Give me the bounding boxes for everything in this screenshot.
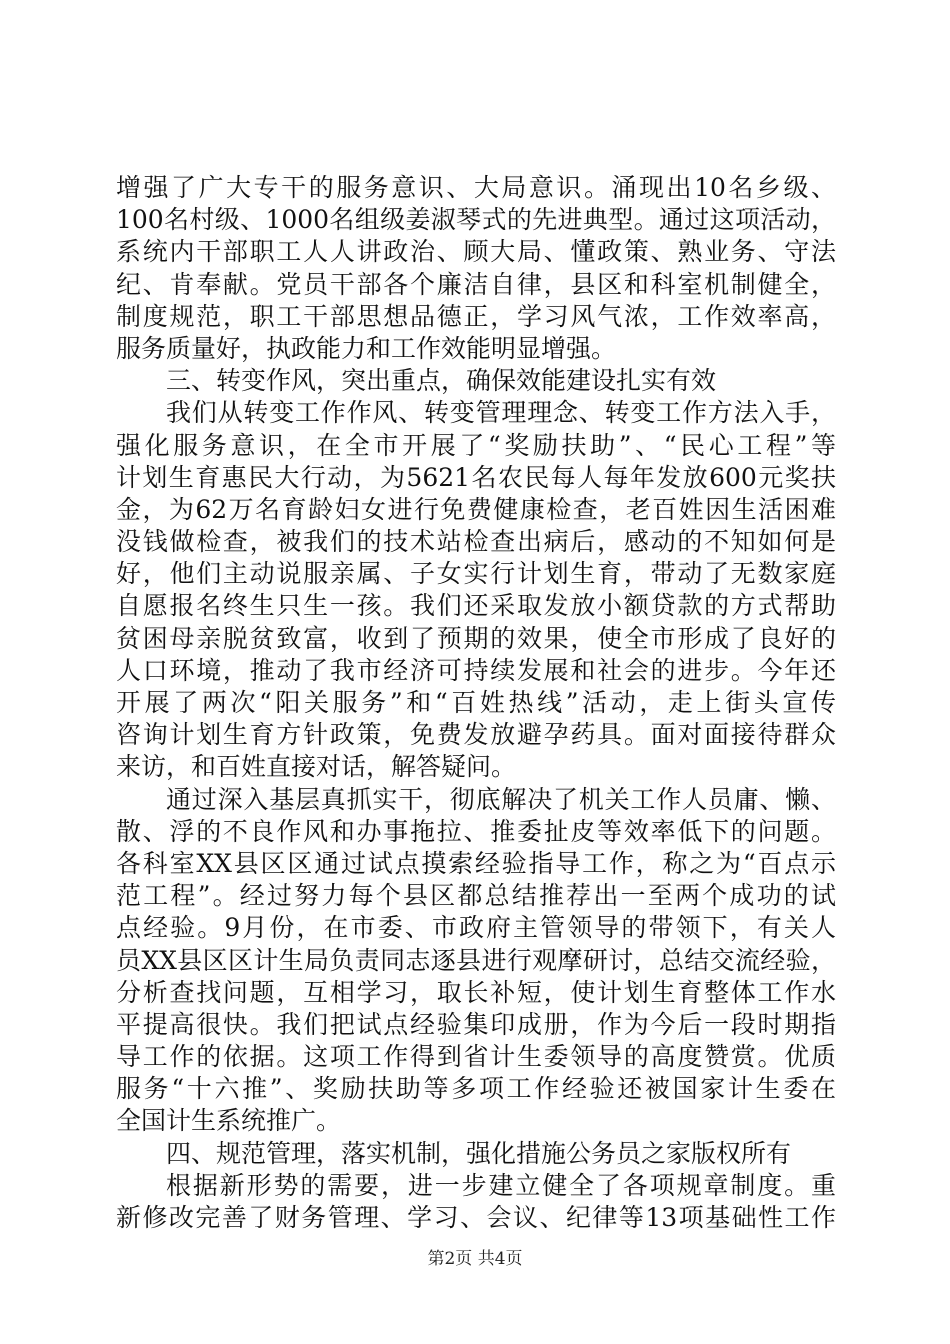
document-body (116, 172, 836, 1234)
text-line: 员XX县区区计生局负责同志逐县进行观摩研讨，总结交流经验， (116, 945, 836, 975)
text-line: 纪、肯奉献。党员干部各个廉洁自律，县区和科室机制健全， (116, 269, 836, 299)
text-line: 系统内干部职工人人讲政治、顾大局、懂政策、熟业务、守法 (116, 237, 836, 267)
text-line: 点经验。9月份，在市委、市政府主管领导的带领下，有关人 (116, 913, 836, 943)
text-line: 根据新形势的需要，进一步建立健全了各项规章制度。重 (166, 1170, 836, 1200)
text-line: 新修改完善了财务管理、学习、会议、纪律等13项基础性工作 (116, 1203, 836, 1232)
page-footer: 第2页 共4页 (427, 1249, 523, 1269)
text-line: 来访，和百姓直接对话，解答疑问。 (116, 752, 517, 782)
section-heading: 四、规范管理，落实机制，强化措施公务员之家版权所有 (166, 1138, 792, 1168)
text-line: 服务“十六推”、奖励扶助等多项工作经验还被国家计生委在 (116, 1074, 836, 1104)
text-line: 平提高很快。我们把试点经验集印成册，作为今后一段时期指 (116, 1009, 836, 1039)
text-line: 开展了两次“阳关服务”和“百姓热线”活动，走上街头宣传 (116, 688, 836, 717)
text-line: 100名村级、1000名组级姜淑琴式的先进典型。通过这项活动， (116, 205, 836, 235)
text-line: 各科室XX县区区通过试点摸索经验指导工作，称之为“百点示 (116, 848, 836, 878)
text-line: 我们从转变工作作风、转变管理理念、转变工作方法入手， (166, 398, 836, 428)
text-line: 咨询计划生育方针政策，免费发放避孕药具。面对面接待群众 (116, 720, 836, 750)
text-line: 服务质量好，执政能力和工作效能明显增强。 (116, 333, 617, 363)
text-line: 没钱做检查，被我们的技术站检查出病后，感动的不知如何是 (116, 527, 836, 557)
text-line: 导工作的依据。这项工作得到省计生委领导的高度赞赏。优质 (116, 1042, 836, 1072)
text-line: 分析查找问题，互相学习，取长补短，使计划生育整体工作水 (116, 977, 836, 1007)
text-line: 贫困母亲脱贫致富，收到了预期的效果，使全市形成了良好的 (116, 623, 836, 653)
text-line: 增强了广大专干的服务意识、大局意识。涌现出10名乡级、 (116, 173, 836, 202)
text-line: 散、浮的不良作风和办事拖拉、推委扯皮等效率低下的问题。 (116, 816, 836, 846)
text-line: 计划生育惠民大行动，为5621名农民每人每年发放600元奖扶 (116, 462, 836, 492)
text-line: 强化服务意识，在全市开展了“奖励扶助”、“民心工程”等 (116, 430, 836, 460)
text-line: 金，为62万名育龄妇女进行免费健康检查，老百姓因生活困难 (116, 494, 836, 524)
text-line: 自愿报名终生只生一孩。我们还采取发放小额贷款的方式帮助 (116, 591, 836, 621)
section-heading: 三、转变作风，突出重点，确保效能建设扎实有效 (166, 366, 717, 396)
text-line: 人口环境，推动了我市经济可持续发展和社会的进步。今年还 (116, 655, 836, 685)
text-line: 范工程”。经过努力每个县区都总结推荐出一至两个成功的试 (116, 881, 836, 911)
text-line: 全国计生系统推广。 (116, 1106, 342, 1136)
text-line: 制度规范，职工干部思想品德正，学习风气浓，工作效率高， (116, 301, 836, 331)
text-line: 通过深入基层真抓实干，彻底解决了机关工作人员庸、懒、 (166, 784, 836, 814)
text-line: 好，他们主动说服亲属、子女实行计划生育，带动了无数家庭 (116, 559, 836, 589)
